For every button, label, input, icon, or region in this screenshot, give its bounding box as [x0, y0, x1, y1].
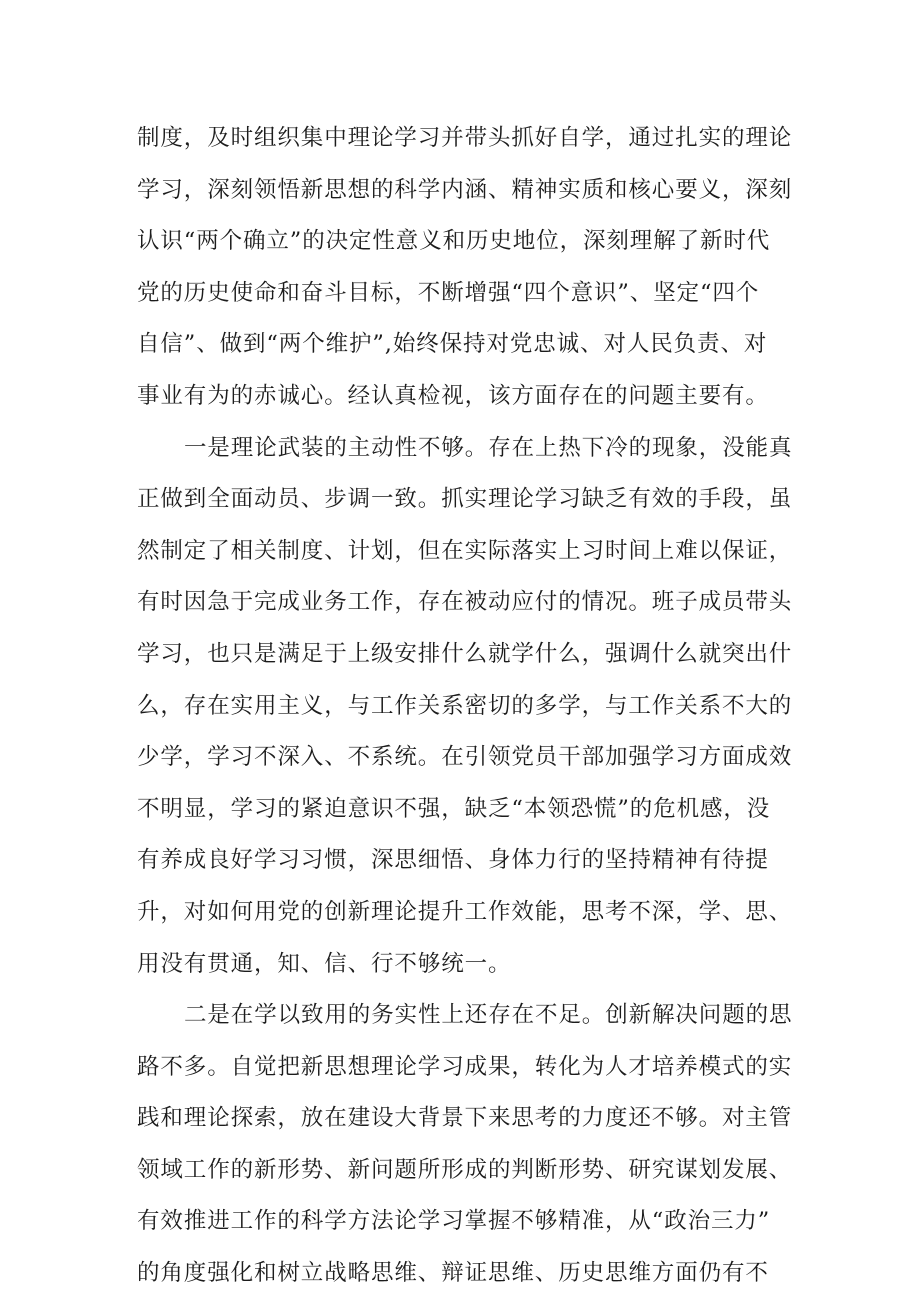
text-line: 用没有贯通，知、信、行不够统一。 — [137, 950, 512, 977]
text-line: 少学，学习不深入、不系统。在引领党员干部加强学习方面成效 — [137, 744, 793, 771]
text-line: 自信”、做到“两个维护”,始终保持对党忠诚、对人民负责、对 — [137, 331, 768, 358]
text-line: 学习，也只是满足于上级安排什么就学什么，强调什么就突出什 — [137, 640, 793, 667]
text-line: 有时因急于完成业务工作，存在被动应付的情况。班子成员带头 — [137, 589, 793, 616]
text-line: 不明显，学习的紧迫意识不强，缺乏“本领恐慌”的危机感，没 — [137, 795, 771, 822]
text-line: 有效推进工作的科学方法论学习掌握不够精准，从“政治三力” — [137, 1208, 771, 1235]
text-line: 二是在学以致用的务实性上还存在不足。创新解决问题的思 — [184, 1002, 793, 1029]
text-line: 一是理论武装的主动性不够。存在上热下冷的现象，没能真 — [184, 434, 793, 461]
text-line: 学习，深刻领悟新思想的科学内涵、精神实质和核心要义，深刻 — [137, 176, 793, 203]
text-line: 党的历史使命和奋斗目标，不断增强“四个意识”、坚定“四个 — [137, 279, 760, 306]
text-line: 领域工作的新形势、新问题所形成的判断形势、研究谋划发展、 — [137, 1156, 793, 1183]
document-body — [137, 113, 837, 1300]
text-line: 认识“两个确立”的决定性意义和历史地位，深刻理解了新时代 — [137, 228, 771, 255]
text-line: 正做到全面动员、步调一致。抓实理论学习缺乏有效的手段，虽 — [137, 486, 793, 513]
text-line: 路不多。自觉把新思想理论学习成果，转化为人才培养模式的实 — [137, 1053, 793, 1080]
text-line: 有养成良好学习习惯，深思细悟、身体力行的坚持精神有待提 — [137, 847, 769, 874]
text-line: 践和理论探索，放在建设大背景下来思考的力度还不够。对主管 — [137, 1105, 793, 1132]
text-line: 事业有为的赤诚心。经认真检视，该方面存在的问题主要有。 — [137, 382, 769, 409]
text-line: 然制定了相关制度、计划，但在实际落实上习时间上难以保证， — [137, 537, 793, 564]
text-line: 么，存在实用主义，与工作关系密切的多学，与工作关系不大的 — [137, 692, 793, 719]
text-line: 的角度强化和树立战略思维、辩证思维、历史思维方面仍有不 — [137, 1260, 769, 1287]
text-line: 制度，及时组织集中理论学习并带头抓好自学，通过扎实的理论 — [137, 125, 793, 151]
text-line: 升，对如何用党的创新理论提升工作效能，思考不深，学、思、 — [137, 898, 793, 925]
